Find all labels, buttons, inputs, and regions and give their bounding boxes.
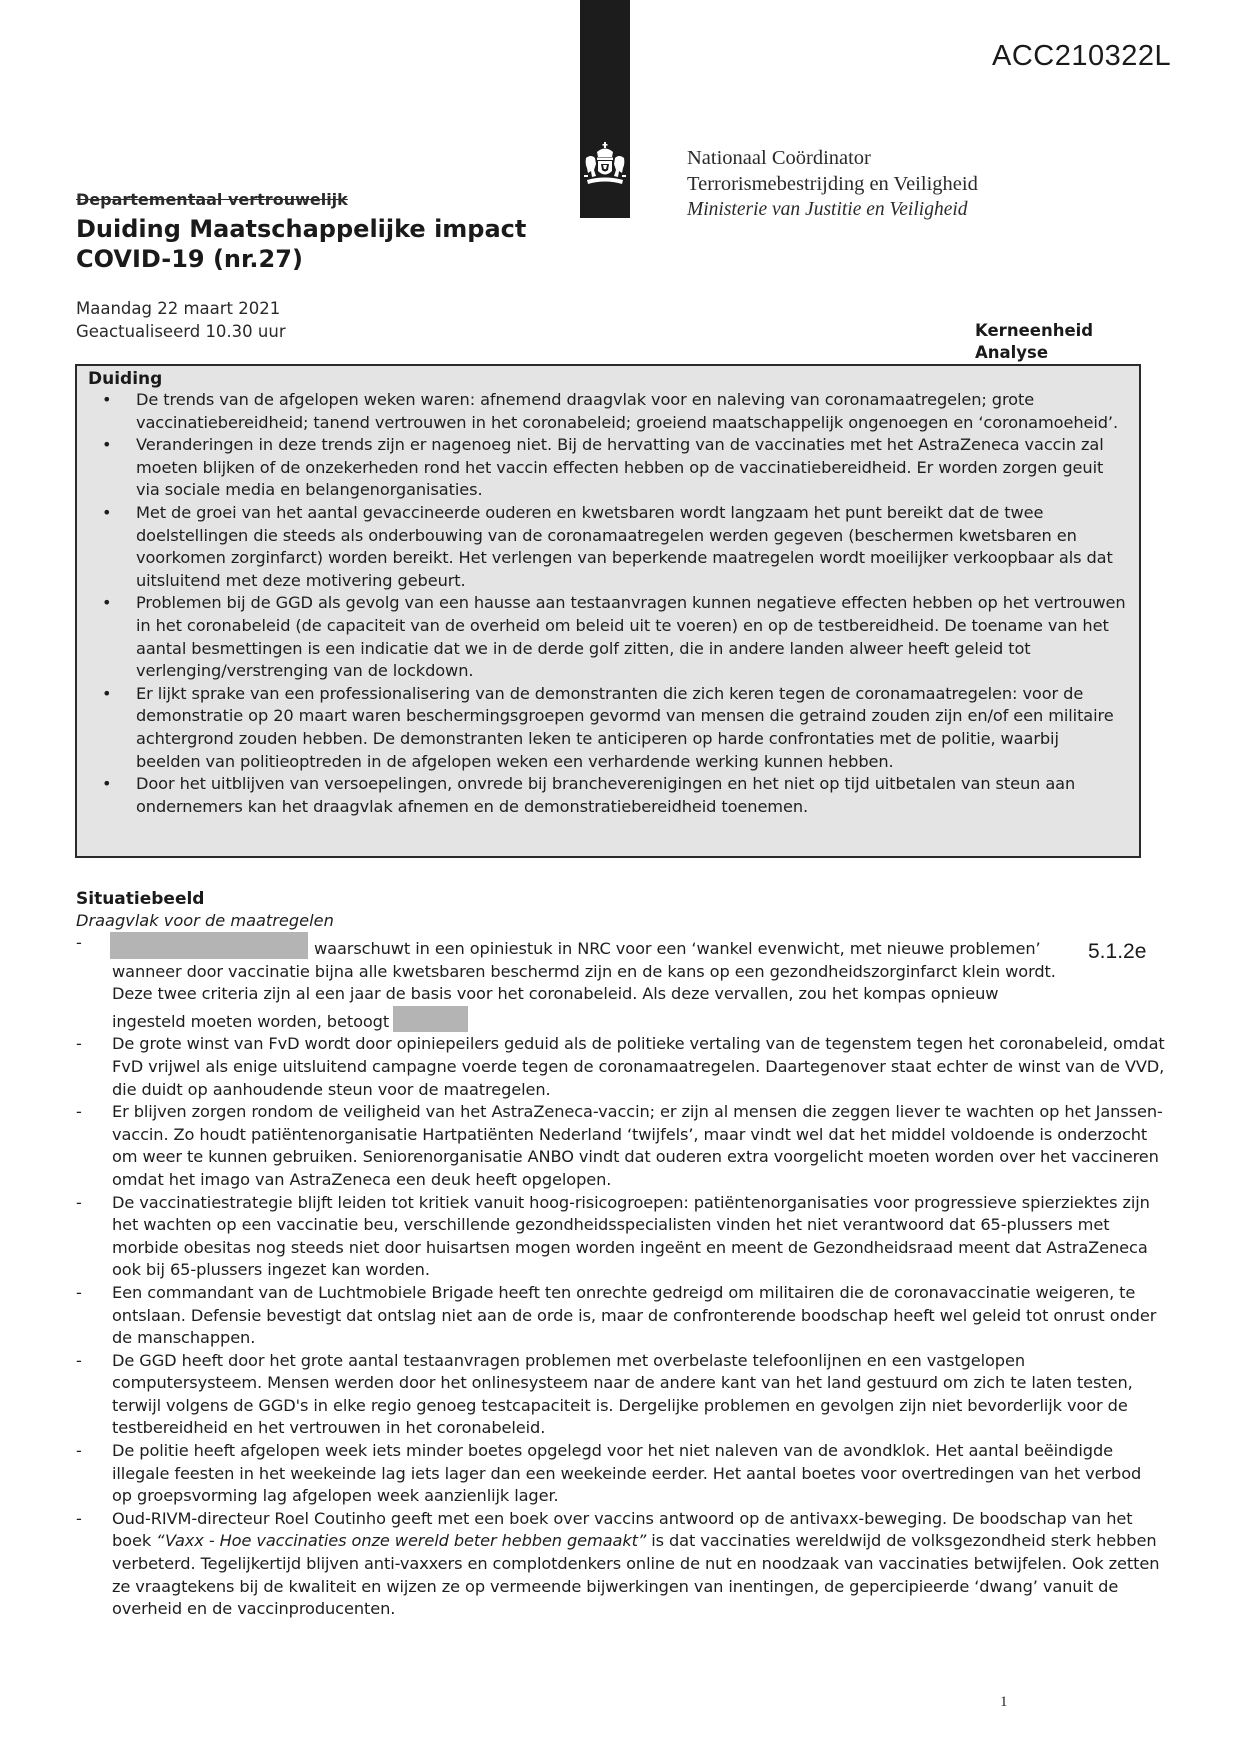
dash-icon: -: [76, 1192, 82, 1212]
situatiebeeld-item: [76, 1440, 1166, 1508]
book-title: “Vaxx - Hoe vaccinaties onze wereld beter hebben gemaakt”: [156, 1531, 647, 1551]
duiding-item: [88, 592, 1127, 682]
duiding-item-text: Veranderingen in deze trends zijn er nagenoeg niet. Bij de hervatting van de vaccinaties met het AstraZeneca vaccin zal moeten blijken of de onzekerheden rond het vaccin effecten hebben op de vaccinatiebereidheid. Er worden zorgen geuit via sociale media en belangenorganisaties.: [136, 435, 1104, 500]
organization-line-1: Nationaal Coördinator: [687, 147, 871, 169]
situatiebeeld-item-text: De GGD heeft door het grote aantal testaanvragen problemen met overbelaste telefoonlijnen en een vastgelopen computersysteem. Mensen werden door het onlinesysteem naar de andere kant van het land gestuurd om zich te laten testen, terwijl volgens de GGD's in elke regio genoeg testcapaciteit is. Dergelijke problemen en gevolgen zijn niet bevorderlijk voor de testbereidheid en het vertrouwen in het coronabeleid.: [112, 1350, 1133, 1438]
dash-icon: -: [76, 1282, 82, 1302]
redaction-ground-marker: 5.1.2e: [1088, 940, 1147, 963]
dash-icon: -: [76, 1508, 82, 1528]
duiding-item-text: Er lijkt sprake van een professionalisering van de demonstranten die zich keren tegen de coronamaatregelen: voor de demonstratie op 20 maart waren beschermingsgroepen gevormd van mensen die getraind zouden zijn en/of een militaire achtergrond zouden hebben. De demonstranten leken te anticiperen op harde confrontaties met de politie, waarbij beelden van politieoptreden in de afgelopen weken een verhardende werking kunnen hebben.: [136, 683, 1114, 771]
situatiebeeld-item: [76, 1033, 1166, 1101]
dash-icon: -: [76, 1102, 82, 1122]
redaction-block: [393, 1006, 468, 1032]
unit-label: [975, 320, 1093, 364]
date-block: [76, 297, 286, 343]
situatiebeeld-item: [76, 1101, 1166, 1191]
ministry-name: Ministerie van Justitie en Veiligheid: [687, 199, 968, 220]
duiding-item: [88, 434, 1127, 502]
organization-line-2: Terrorismebestrijding en Veiligheid: [687, 173, 978, 195]
duiding-item-text: Problemen bij de GGD als gevolg van een hausse aan testaanvragen kunnen negatieve effecten hebben op het vertrouwen in het coronabeleid (de capaciteit van de overheid om beleid uit te voeren) en op de testbereidheid. De toename van het aantal besmettingen is een indicatie dat we in de derde golf zitten, die in andere landen alweer heeft geleid tot verlenging/verstrenging van de lockdown.: [136, 593, 1126, 681]
updated-time: Geactualiseerd 10.30 uur: [76, 322, 286, 341]
situatiebeeld-item-text: De politie heeft afgelopen week iets minder boetes opgelegd voor het niet naleven van de avondklok. Het aantal beëindigde illegale feesten in het weekeinde lag iets lager dan een weekeinde eerder. Het aantal boetes voor overtredingen van het verbod op groepsvorming lag afgelopen week aanzienlijk lager.: [112, 1441, 1142, 1506]
unit-line-1: Kerneenheid: [975, 321, 1094, 340]
duiding-item: [88, 502, 1127, 592]
dash-icon: -: [76, 1441, 82, 1461]
situatiebeeld-item-text: De grote winst van FvD wordt door opiniepeilers geduid als de politieke vertaling van de tegenstem tegen het coronabeleid, omdat FvD vrijwel als enige uitsluitend campagne voerde tegen de coronamaatregelen. Daartegenover staat echter de winst van de VVD, die duidt op aanhoudende steun voor de maatregelen.: [112, 1034, 1165, 1099]
bullet-icon: •: [102, 774, 112, 794]
bullet-icon: •: [102, 435, 112, 455]
redaction-block: [110, 932, 308, 959]
bullet-icon: •: [102, 502, 112, 522]
situatiebeeld-heading: Situatiebeeld: [76, 889, 205, 909]
duiding-item-text: De trends van de afgelopen weken waren: afnemend draagvlak voor en naleving van coronamaatregelen; grote vaccinatiebereidheid; tanend vertrouwen in het coronabeleid; groeiend maatschappelijk ongenoegen en ‘coronamoeheid’.: [136, 390, 1119, 432]
rijksoverheid-crest-icon: [583, 140, 627, 192]
situatiebeeld-item-text: Een commandant van de Luchtmobiele Brigade heeft ten onrechte gedreigd om militairen die de coronavaccinatie weigeren, te ontslaan. Defensie bevestigt dat ontslag niet aan de orde is, maar de confronterende boodschap heeft wel geleid tot onrust onder de manschappen.: [112, 1282, 1157, 1348]
duiding-item: [88, 773, 1127, 818]
organization-name: [687, 145, 978, 223]
situatiebeeld-item: [76, 1282, 1166, 1350]
situatiebeeld-item: [76, 1350, 1166, 1440]
bullet-icon: •: [102, 390, 112, 409]
classification-label: Departementaal vertrouwelijk: [76, 190, 348, 209]
title-line-2: COVID-19 (nr.27): [76, 245, 303, 273]
title-line-1: Duiding Maatschappelijke impact: [76, 215, 527, 243]
dash-icon: -: [76, 933, 82, 952]
duiding-heading: Duiding: [88, 369, 163, 389]
duiding-list: [88, 389, 1127, 818]
dash-icon: -: [76, 1350, 82, 1370]
page-number: 1: [1000, 1694, 1008, 1710]
situatiebeeld-subheading: Draagvlak voor de maatregelen: [76, 911, 334, 930]
logo-bar: [580, 0, 630, 218]
document-date: Maandag 22 maart 2021: [76, 299, 281, 318]
situatiebeeld-item: [76, 932, 1166, 1033]
duiding-item-text: Door het uitblijven van versoepelingen, onvrede bij brancheverenigingen en het niet op tijd uitbetalen van steun aan ondernemers kan het draagvlak afnemen en de demonstratiebereidheid toenemen.: [136, 774, 1076, 816]
situatiebeeld-item-text: Oud-RIVM-directeur Roel Coutinho geeft met een boek over vaccins antwoord op de antivaxx-beweging. De boodschap van het boek: [112, 1508, 1133, 1551]
unit-line-2: Analyse: [975, 343, 1049, 362]
situatiebeeld-item-text: waarschuwt in een opiniestuk in NRC voor een ‘wankel evenwicht, met nieuwe problemen’ wanneer door vaccinatie bijna alle kwetsbaren beschermd zijn en de kans op een gezondheidszorginfarct klein wordt. Deze twee criteria zijn al een jaar de basis voor het coronabeleid. Als deze vervallen, zou het kompas opnieuw ingesteld moeten worden, betoogt: [112, 939, 1056, 1031]
situatiebeeld-list: [76, 932, 1166, 1621]
document-code: ACC210322L: [992, 40, 1172, 72]
situatiebeeld-item: [76, 1192, 1166, 1282]
bullet-icon: •: [102, 683, 112, 703]
dash-icon: -: [76, 1034, 82, 1054]
page-title: [76, 214, 526, 274]
situatiebeeld-section: [76, 888, 1166, 1621]
duiding-item: [88, 683, 1127, 773]
situatiebeeld-item-text: Er blijven zorgen rondom de veiligheid van het AstraZeneca-vaccin; er zijn al mensen die zeggen liever te wachten op het Janssen-vaccin. Zo houdt patiëntenorganisatie Hartpatiënten Nederland ‘twijfels’, maar vindt wel dat het middel voldoende is onderzocht om weer te kunnen gebruiken. Seniorenorganisatie ANBO vindt dat ouderen extra voorgelicht moeten worden over het vaccineren omdat het imago van AstraZeneca een deuk heeft opgelopen.: [112, 1102, 1163, 1189]
situatiebeeld-item-text: is dat vaccinaties wereldwijd de volksgezondheid sterk hebben verbeterd. Tegelijkertijd blijven anti-vaxxers en complotdenkers online de nut en noodzaak van vaccinaties betwijfelen. Ook zetten ze vraagtekens bij de kwaliteit en wijzen ze op vermeende bijwerkingen van inentingen, de gepercipieerde ‘dwang’ vanuit de overheid en de vaccinproducenten.: [112, 1531, 1160, 1619]
bullet-icon: •: [102, 593, 112, 613]
duiding-summary-box: [75, 364, 1141, 858]
duiding-item-text: Met de groei van het aantal gevaccineerde ouderen en kwetsbaren wordt langzaam het punt bereikt dat de twee doelstellingen die steeds als onderbouwing van de coronamaatregelen werden gegeven (beschermen kwetsbaren en voorkomen zorginfarct) worden bereikt. Het verlengen van beperkende maatregelen wordt moeilijker verkoopbaar als dat uitsluitend met deze motivering gebeurt.: [136, 502, 1113, 590]
situatiebeeld-item: [76, 1508, 1166, 1621]
duiding-item: [88, 389, 1127, 434]
situatiebeeld-item-text: De vaccinatiestrategie blijft leiden tot kritiek vanuit hoog-risicogroepen: patiëntenorganisaties voor progressieve spierziektes zijn het wachten op een vaccinatie beu, verschillende gezondheidsspecialisten vinden het niet verantwoord dat 65-plussers met morbide obesitas nog steeds niet door huisartsen mogen worden ingeënt en meent de Gezondheidsraad meent dat AstraZeneca ook bij 65-plussers ingezet kan worden.: [112, 1192, 1150, 1280]
